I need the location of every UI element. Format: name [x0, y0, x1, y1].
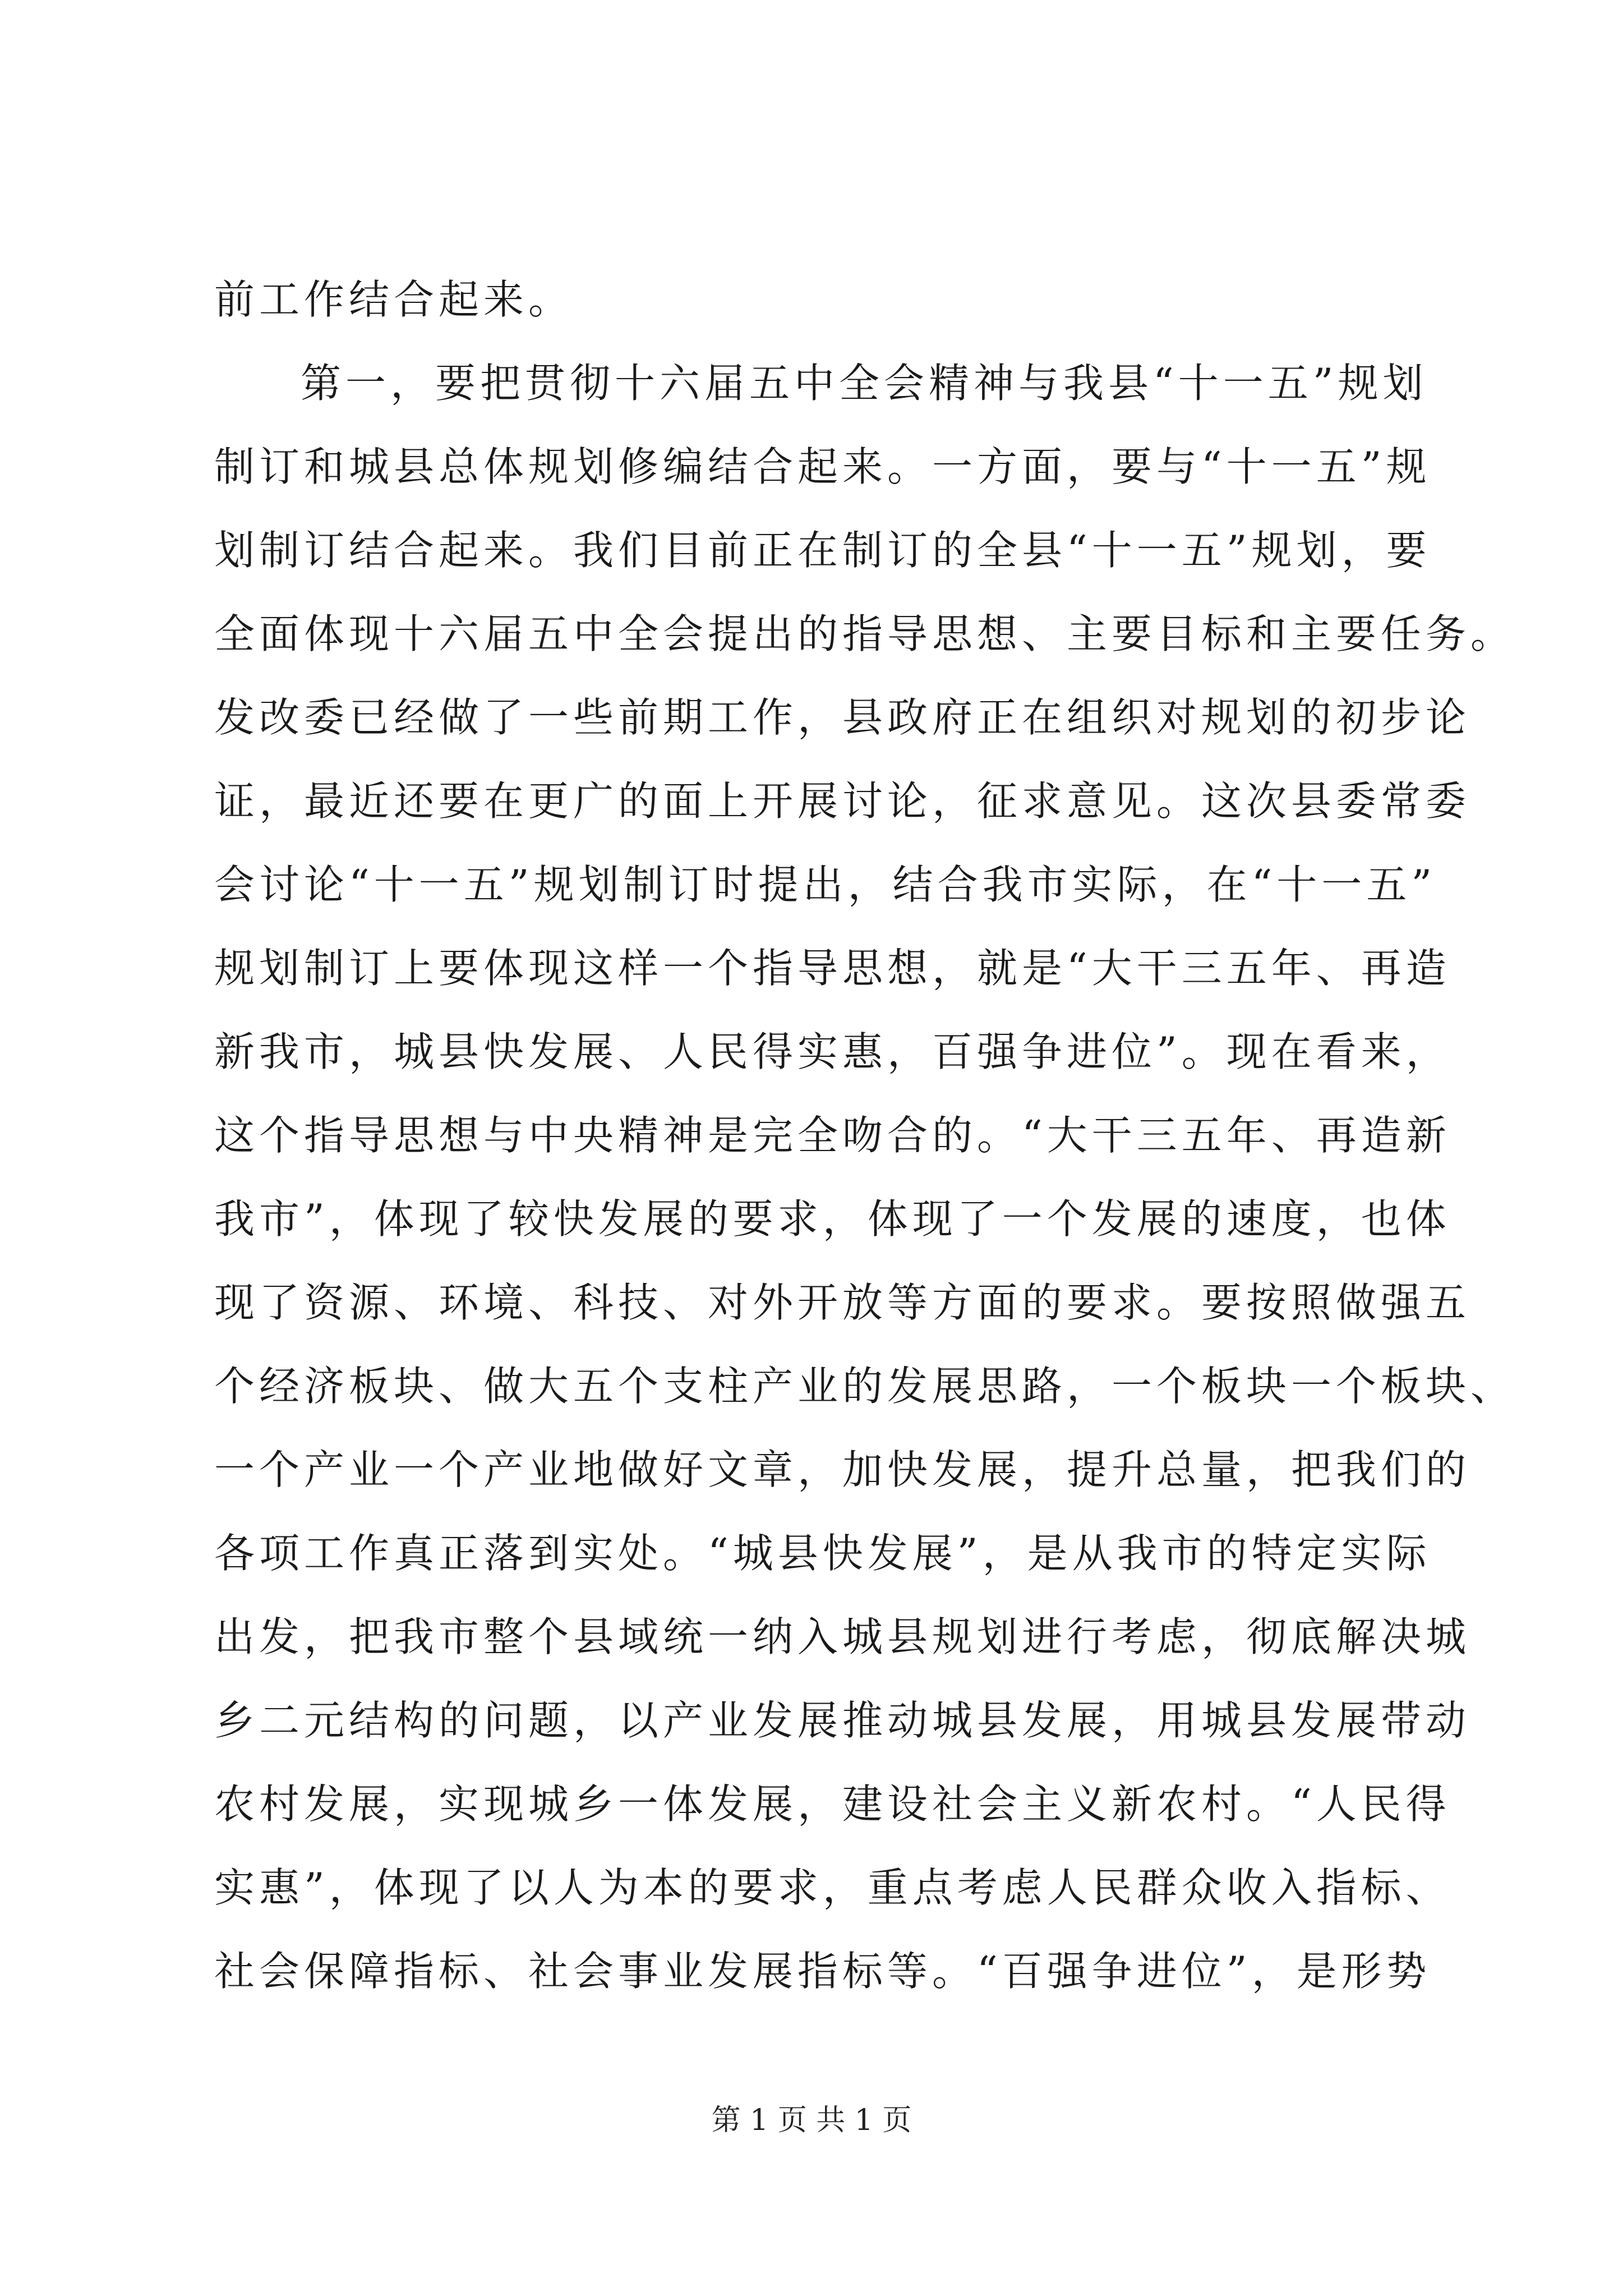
- text-line: 个经济板块、做大五个支柱产业的发展思路，一个板块一个板块、: [214, 1363, 1516, 1410]
- text-line: 规划制订上要体现这样一个指导思想，就是“大干三五年、再造: [214, 945, 1451, 992]
- paragraph-first-line: 第一，要把贯彻十六届五中全会精神与我县“十一五”规划: [301, 360, 1428, 407]
- text-line: 一个产业一个产业地做好文章，加快发展，提升总量，把我们的: [214, 1446, 1471, 1493]
- text-line: 各项工作真正落到实处。“城县快发展”，是从我市的特定实际: [214, 1530, 1431, 1577]
- text-line: 这个指导思想与中央精神是完全吻合的。“大干三五年、再造新: [214, 1112, 1451, 1159]
- text-line: 发改委已经做了一些前期工作，县政府正在组织对规划的初步论: [214, 694, 1471, 741]
- text-line: 社会保障指标、社会事业发展指标等。“百强争进位”，是形势: [214, 1948, 1431, 1995]
- document-body: [214, 258, 1516, 2013]
- text-line: 新我市，城县快发展、人民得实惠，百强争进位”。现在看来，: [214, 1028, 1451, 1075]
- text-line: 前工作结合起来。: [214, 276, 574, 323]
- text-line: 制订和城县总体规划修编结合起来。一方面，要与“十一五”规: [214, 443, 1431, 490]
- text-line: 我市”，体现了较快发展的要求，体现了一个发展的速度，也体: [214, 1195, 1451, 1243]
- text-line: 出发，把我市整个县域统一纳入城县规划进行考虑，彻底解决城: [214, 1613, 1471, 1660]
- text-line: 划制订结合起来。我们目前正在制订的全县“十一五”规划，要: [214, 527, 1431, 574]
- text-line: 乡二元结构的问题，以产业发展推动城县发展，用城县发展带动: [214, 1697, 1471, 1744]
- text-line: 实惠”，体现了以人为本的要求，重点考虑人民群众收入指标、: [214, 1864, 1451, 1911]
- text-line: 证，最近还要在更广的面上开展讨论，征求意见。这次县委常委: [214, 777, 1471, 825]
- text-line: 农村发展，实现城乡一体发展，建设社会主义新农村。“人民得: [214, 1780, 1451, 1828]
- text-line: 现了资源、环境、科技、对外开放等方面的要求。要按照做强五: [214, 1279, 1471, 1326]
- text-line: 全面体现十六届五中全会提出的指导思想、主要目标和主要任务。: [214, 610, 1516, 657]
- page-number: 第 1 页 共 1 页: [711, 2104, 912, 2137]
- text-line: 会讨论“十一五”规划制订时提出，结合我市实际，在“十一五”: [214, 861, 1437, 908]
- page-footer: [0, 2101, 1623, 2140]
